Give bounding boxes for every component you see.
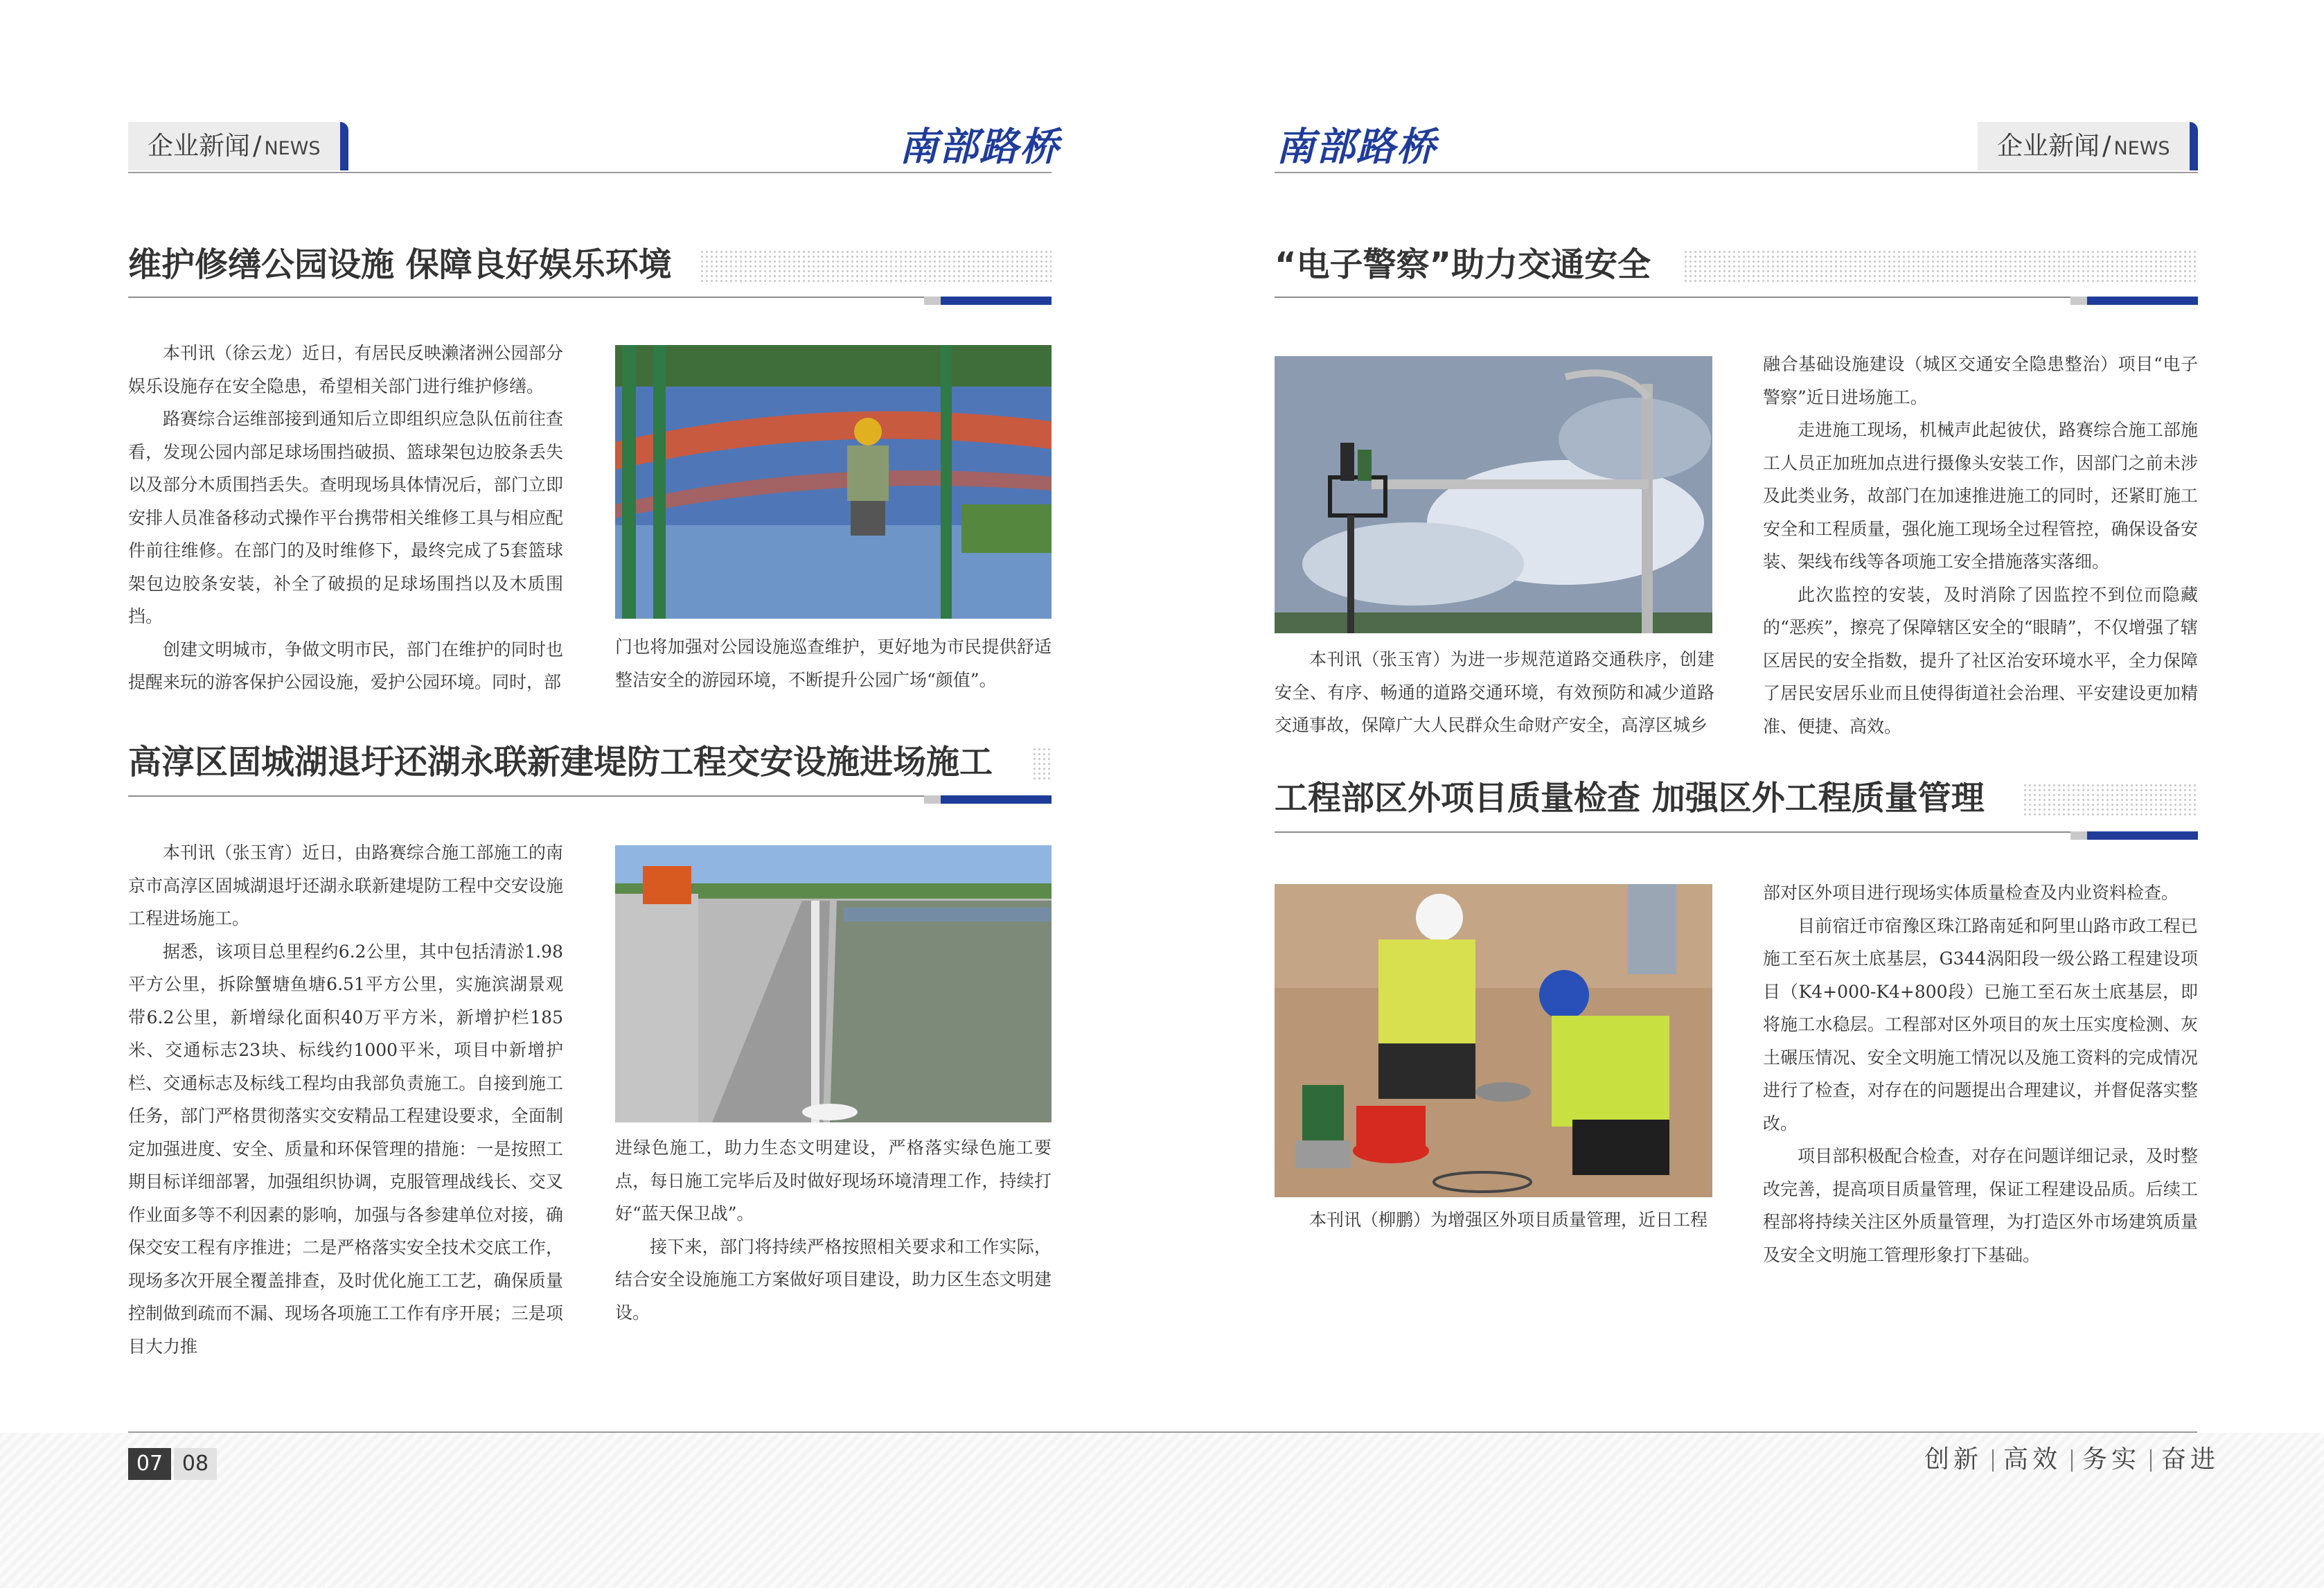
- page-number-right: 08: [174, 1448, 217, 1480]
- header-left-section: 企业新闻: [148, 131, 250, 161]
- brand-logo-right: 南部路桥: [1276, 124, 1437, 170]
- header-left-news: NEWS: [264, 138, 321, 159]
- title-dots: [700, 249, 1052, 283]
- article-quality-col1: [1275, 1203, 1714, 1237]
- footer-line: [128, 1431, 2197, 1433]
- article-lake-p4: 接下来，部门将持续严格按照相关要求和工作实际，结合安全设施施工方案做好项目建设，助力区生态文明建设。: [615, 1236, 1052, 1323]
- article-quality-photo: [1275, 884, 1712, 1197]
- article-lake-title: 高淳区固城湖退圩还湖永联新建堤防工程交安设施进场施工: [128, 741, 1002, 783]
- article-police-p1: 本刊讯（张玉宵）为进一步规范道路交通秩序，创建安全、有序、畅通的道路交通环境，有效预防和减少道路交通事故，保障广大人民群众生命财产安全，高淳区城乡: [1275, 649, 1714, 735]
- article-police-rule-accent: [2087, 297, 2198, 305]
- article-quality-p2: 部对区外项目进行现场实体质量检查及内业资料检查。: [1763, 883, 2179, 903]
- header-left-line: [128, 172, 1052, 173]
- article-park-col1: [128, 337, 563, 699]
- article-lake-col1: [128, 836, 563, 1363]
- article-quality-rule: [1275, 831, 2198, 833]
- header-right-section: 企业新闻: [1997, 131, 2100, 161]
- article-police-p3: 走进施工现场，机械声此起彼伏，路赛综合施工部施工人员正加班加点进行摄像头安装工作，因部门之前未涉及此类业务，故部门在加速推进施工的同时，还紧盯施工安全和工程质量，强化施工现场全过程管控，确保设备安装、架线布线等各项施工安全措施落实落细。: [1763, 420, 2198, 572]
- article-lake-p2: 据悉，该项目总里程约6.2公里，其中包括清淤1.98平方公里，拆除蟹塘鱼塘6.51平方公里，实施滨湖景观带6.2公里，新增绿化面积40万平方米，新增护栏185米、交通标志23块、标线约1000平米，项目中新增护栏、交通标志及标线工程均由我部负责施工。自接到施工任务，部门严格贯彻落实交安精品工程建设要求，全面制定加强进度、安全、质量和环保管理的措施：一是按照工期目标详细部署，加强组织协调，克服管理战线长、交叉作业面多等不利因素的影响，加强与各参建单位对接，确保交安工程有序推进；二是严格落实安全技术交底工作，现场多次开展全覆盖排查，及时优化施工工艺，确保质量控制做到疏而不漏、现场各项施工工作有序开展；三是项目大力推: [128, 941, 563, 1357]
- title-dots: [1683, 249, 2198, 283]
- article-police-p2: 融合基础设施建设（城区交通安全隐患整治）项目“电子警察”近日进场施工。: [1763, 354, 2198, 407]
- header-left-tab: [128, 122, 348, 170]
- article-park-photo: [615, 345, 1052, 619]
- header-right-sep: /: [2102, 131, 2111, 161]
- article-police-col2: [1763, 348, 2198, 743]
- slogan-divider: [2071, 1449, 2073, 1472]
- header-right-line: [1275, 172, 2198, 173]
- article-lake-p1: 本刊讯（张玉宵）近日，由路赛综合施工部施工的南京市高淳区固城湖退圩还湖永联新建堤防工程中交安设施工程进场施工。: [128, 842, 563, 928]
- article-park-p1: 本刊讯（徐云龙）近日，有居民反映濑渚洲公园部分娱乐设施存在安全隐患，希望相关部门进行维护修缮。: [128, 343, 563, 396]
- article-quality-p3: 目前宿迁市宿豫区珠江路南延和阿里山路市政工程已施工至石灰土底基层，G344涡阳段一级公路工程建设项目（K4+000-K4+800段）已施工至石灰土底基层，即将施工水稳层。工程部对区外项目的灰土压实度检测、灰土碾压情况、安全文明施工情况以及施工资料的完成情况进行了检查，对存在的问题提出合理建议，并督促落实整改。: [1763, 915, 2198, 1133]
- article-quality-p1: 本刊讯（柳鹏）为增强区外项目质量管理，近日工程: [1309, 1210, 1708, 1230]
- article-park-p4: 门也将加强对公园设施巡查维护，更好地为市民提供舒适整洁安全的游园环境，不断提升公园广场“颜值”。: [615, 637, 1052, 690]
- article-police-p4: 此次监控的安装，及时消除了因监控不到位而隐藏的“恶疾”，擦亮了保障辖区安全的“眼睛”，不仅增强了辖区居民的安全指数，提升了社区治安环境水平，全力保障了居民安居乐业而且使得街道社会治理、平安建设更加精准、便捷、高效。: [1763, 584, 2198, 736]
- article-park-rule: [128, 297, 1052, 298]
- brand-logo-left: 南部路桥: [899, 124, 1060, 170]
- title-dots: [2023, 783, 2198, 816]
- article-lake-photo: [615, 845, 1052, 1122]
- article-park-p2: 路赛综合运维部接到通知后立即组织应急队伍前往查看，发现公园内部足球场围挡破损、篮球架包边胶条丢失以及部分木质围挡丢失。查明现场具体情况后，部门立即安排人员准备移动式操作平台携带相关维修工具与相应配件前往维修。在部门的及时维修下，最终完成了5套篮球架包边胶条安装，补全了破损的足球场围挡以及木质围挡。: [128, 409, 563, 626]
- article-quality-col2: [1763, 876, 2198, 1271]
- article-lake-rule-accent: [941, 795, 1052, 804]
- article-park-rule-accent: [941, 297, 1052, 305]
- article-police-col1: [1275, 643, 1714, 742]
- footer-slogan: [1924, 1440, 2219, 1475]
- article-police-photo: [1275, 356, 1712, 633]
- slogan-word: 高效: [2003, 1445, 2062, 1474]
- article-quality-p4: 项目部积极配合检查，对存在问题详细记录，及时整改完善，提高项目质量管理，保证工程建设品质。后续工程部将持续关注区外质量管理，为打造区外市场建筑质量及安全文明施工管理形象打下基础。: [1763, 1146, 2198, 1265]
- article-police-rule: [1275, 297, 2198, 298]
- slogan-word: 创新: [1924, 1445, 1983, 1474]
- article-lake-rule: [128, 795, 1052, 797]
- article-quality-title: 工程部区外项目质量检查 加强区外工程质量管理: [1275, 777, 1994, 819]
- article-park-col2: [615, 630, 1052, 696]
- slogan-word: 务实: [2082, 1445, 2141, 1474]
- page-number-left: 07: [128, 1448, 171, 1480]
- article-park-title: 维护修缮公园设施 保障良好娱乐环境: [128, 244, 682, 285]
- article-quality-rule-accent: [2087, 831, 2198, 840]
- slogan-divider: [1992, 1449, 1994, 1472]
- article-lake-p3: 进绿色施工，助力生态文明建设，严格落实绿色施工要点，每日施工完毕后及时做好现场环境清理工作，持续打好“蓝天保卫战”。: [615, 1138, 1052, 1224]
- slogan-divider: [2150, 1449, 2152, 1472]
- header-right-news: NEWS: [2113, 138, 2170, 159]
- title-dots: [1032, 747, 1052, 780]
- article-police-title: “电子警察”助力交通安全: [1275, 244, 1660, 285]
- slogan-word: 奋进: [2161, 1445, 2220, 1474]
- article-park-p3: 创建文明城市，争做文明市民，部门在维护的同时也提醒来玩的游客保护公园设施，爱护公园环境。同时，部: [128, 639, 563, 692]
- header-left-sep: /: [253, 131, 262, 161]
- header-right-tab: [1978, 122, 2198, 170]
- article-lake-col2: [615, 1131, 1052, 1329]
